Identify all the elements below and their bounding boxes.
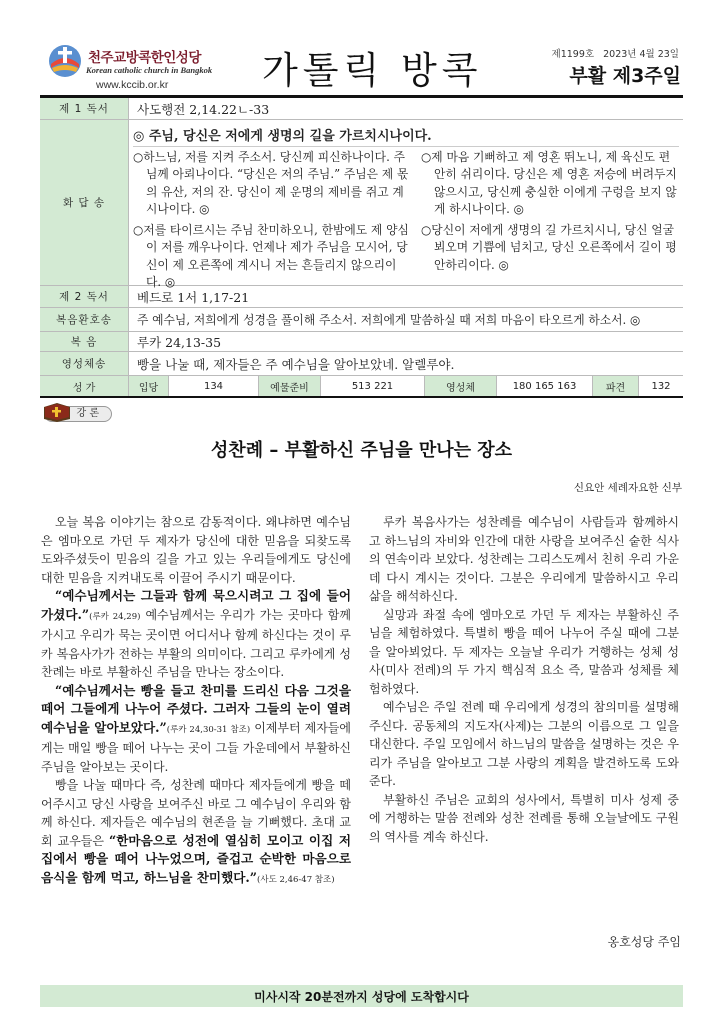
bulletin-title: 가톨릭 방콕 [262,49,483,92]
article-paragraph: 루카 복음사가는 성찬례를 예수님이 사람들과 함께하시고 하느님의 자비와 인간에 대한 사랑을 보여주신 숱한 식사의 연속이라 보았다. 성찬례는 그리스도께서 친히 우리 가운데 다시 계시는 것이다. 그분은 우리에게 말씀하시고 우리 삶을 해석하신다. [369,515,679,603]
recessional-hymn-label: 파견 [593,376,639,396]
scripture-quote: “예수님께서는 그들과 함께 묵으시려고 그 집에 들어가셨다.” [41,588,351,622]
issue-date: 2023년 4월 23일 [603,49,679,60]
bible-icon [42,399,72,423]
article-paragraph: 예수님은 주일 전례 때 우리에게 성경의 참의미를 설명해주신다. 공동체의 지도자(사제)는 그분의 이름으로 그 일을 대신한다. 주일 모임에서 하느님의 말씀을 설명하는 것은 우리가 주님을 알아보고 그분 사랑의 계획을 발견하도록 도와준다. [369,700,679,788]
scripture-quote: “한마음으로 성전에 열심히 모이고 이집 저집에서 빵을 떼어 나누었으며, 즐겁고 순박한 마음으로 음식을 함께 먹고, 하느님을 찬미했다.” [41,832,351,885]
psalm-content [129,120,683,290]
first-reading-label: 제 1 독서 [40,98,129,119]
article-paragraph: 부활하신 주님은 교회의 성사에서, 특별히 미사 성제 중에 거행하는 말씀 전례와 성찬 전례를 통해 오늘날에도 구원의 역사를 계속 하신다. [369,792,679,844]
gospel-value: 루카 24,13-35 [137,334,222,350]
alleluia-value: 주 예수님, 저희에게 성경을 풀이해 주소서. 저희에게 말씀하실 때 저희 마음이 타오르게 하소서. ◎ [137,313,641,327]
article-paragraph: 실망과 좌절 속에 엠마오로 가던 두 제자는 부활하신 주님을 체험하였다. 특별히 빵을 떼어 나누어 주실 때에 그분을 알아뵈었다. 두 제자는 오늘날 우리가 거행하는 성체 성사(미사 전례)의 두 가지 핵심적 요소 즉, 말씀과 성체를 체험하였다. [369,607,679,696]
entrance-hymn-value: 134 [169,376,259,396]
offertory-hymn-label: 예물준비 [259,376,321,396]
psalm-label: 화 답 송 [40,120,129,285]
paragraph-text: 이제부터 제자들에게는 매일 빵을 떼어 나누는 곳이 그들 가운데에서 부활하신 주님을 알아보는 곳이다. [41,720,351,774]
second-reading-value: 베드로 1서 1,17-21 [137,289,250,305]
communion-hymn-label: 영성체 [425,376,497,396]
communion-antiphon-row [40,352,683,376]
article-paragraph [41,776,351,889]
second-reading-row [40,286,683,308]
liturgy-table [40,95,683,398]
psalm-verse: ○제 마음 기뻐하고 제 영혼 뛰노니, 제 육신도 편안히 쉬리이다. 당신은 제 영혼 저승에 버려두지 않으시고, 당신께 충실한 이에게 구렁을 보지 않게 하시나이다. ◎ [421,150,677,216]
paragraph-text: 예수님께서는 우리가 가는 곳마다 함께 가시고 우리가 묵는 곳이면 어디서나 함께 하신다는 것이 루카 복음사가가 전하는 부활의 의미이다. 그리고 루카에게 성찬례는 바로 부활하신 주님을 만나는 장소이다. [41,607,351,679]
communion-antiphon-value: 빵을 나눌 때, 제자들은 주 예수님을 알아보았네. 알렐루야. [137,356,455,372]
communion-hymn-value: 180 165 163 [497,376,593,396]
paragraph-text: 빵을 나눌 때마다 즉, 성찬례 때마다 제자들에게 빵을 떼어주시고 당신 사랑을 보여주신 바로 그 예수님이 우리와 함께 하신다. 제자들은 예수님의 현존을 늘 기뻐했다. 초대 교회 교우들은 [41,778,351,848]
first-reading-row [40,98,683,120]
parish-name: 천주교방콕한인성당 [88,50,201,66]
article-signoff: 옹호성당 주임 [607,935,681,949]
article-paragraph [41,587,351,682]
alleluia-label: 복음환호송 [40,308,129,331]
psalm-verses [133,149,679,291]
scripture-citation: (사도 2,46-47 참조) [257,874,335,885]
article-paragraph: 오늘 복음 이야기는 참으로 감동적이다. 왜냐하면 예수님은 엠마오로 가던 두 제자가 당신에 대한 믿음을 되찾도록 도와주셨듯이 믿음의 길을 가고 있는 우리들에게도 당신에 대한 믿음을 지켜내도록 이끌어 주시기 때문이다. [41,515,351,585]
psalm-verse: ○당신이 저에게 생명의 길 가르치시니, 당신 얼굴 뵈오며 기쁨에 넘치고, 당신 오른쪽에서 길이 평안하리이다. ◎ [421,223,677,272]
liturgical-sunday: 부활 제3주일 [569,65,681,87]
gospel-row [40,332,683,352]
communion-antiphon-label: 영성체송 [40,352,129,375]
article-right-column [369,513,679,846]
issue-number: 제1199호 [551,49,595,60]
hymns-row [40,376,683,396]
scripture-citation: (루카 24,30-31 참조) [166,724,251,735]
recessional-hymn-value: 132 [651,380,671,392]
article-author: 신요안 세례자요한 신부 [573,482,682,494]
parish-website[interactable]: www.kccib.or.kr [96,79,169,91]
section-badge: 강 론 [44,406,112,422]
psalm-verse: ○하느님, 저를 지켜 주소서. 당신께 피신하나이다. 주님께 아뢰나이다. “당신은 저의 주님.” 주님은 제 몫의 유산, 저의 잔. 당신이 제 운명의 제비를 쥐고 계시나이다. ◎ [133,150,409,216]
church-logo-icon [48,44,82,78]
alleluia-row [40,308,683,332]
psalm-row [40,120,683,290]
offertory-hymn-value: 513 221 [321,376,425,396]
footer-notice: 미사시작 20분전까지 성당에 도착합시다 [40,985,683,1007]
article-title: 성찬례 – 부활하신 주님을 만나는 장소 [210,440,513,461]
gospel-label: 복 음 [40,332,129,351]
issue-line [552,46,679,60]
psalm-verse: ○저를 타이르시는 주님 찬미하오니, 한밤에도 제 양심이 저를 깨우나이다. 언제나 제가 주님을 모시어, 당신이 제 오른쪽에 계시니 저는 흔들리지 않으리이다. ◎ [133,223,409,290]
article-paragraph [41,682,351,777]
hymns-label: 성 가 [40,376,129,396]
scripture-quote: “예수님께서는 빵을 들고 찬미를 드리신 다음 그것을 떼어 그들에게 나누어 주셨다. 그러자 그들의 눈이 열려 예수님을 알아보았다.” [41,682,351,735]
first-reading-value: 사도행전 2,14.22ㄴ-33 [137,101,270,117]
parish-english-name: Korean catholic church in Bangkok [86,65,213,75]
article-left-column [41,513,351,889]
second-reading-label: 제 2 독서 [40,286,129,307]
psalm-refrain: ◎ 주님, 당신은 저에게 생명의 길을 가르치시나이다. [133,124,679,147]
entrance-hymn-label: 입당 [129,376,169,396]
scripture-citation: (루카 24,29) [89,611,141,622]
